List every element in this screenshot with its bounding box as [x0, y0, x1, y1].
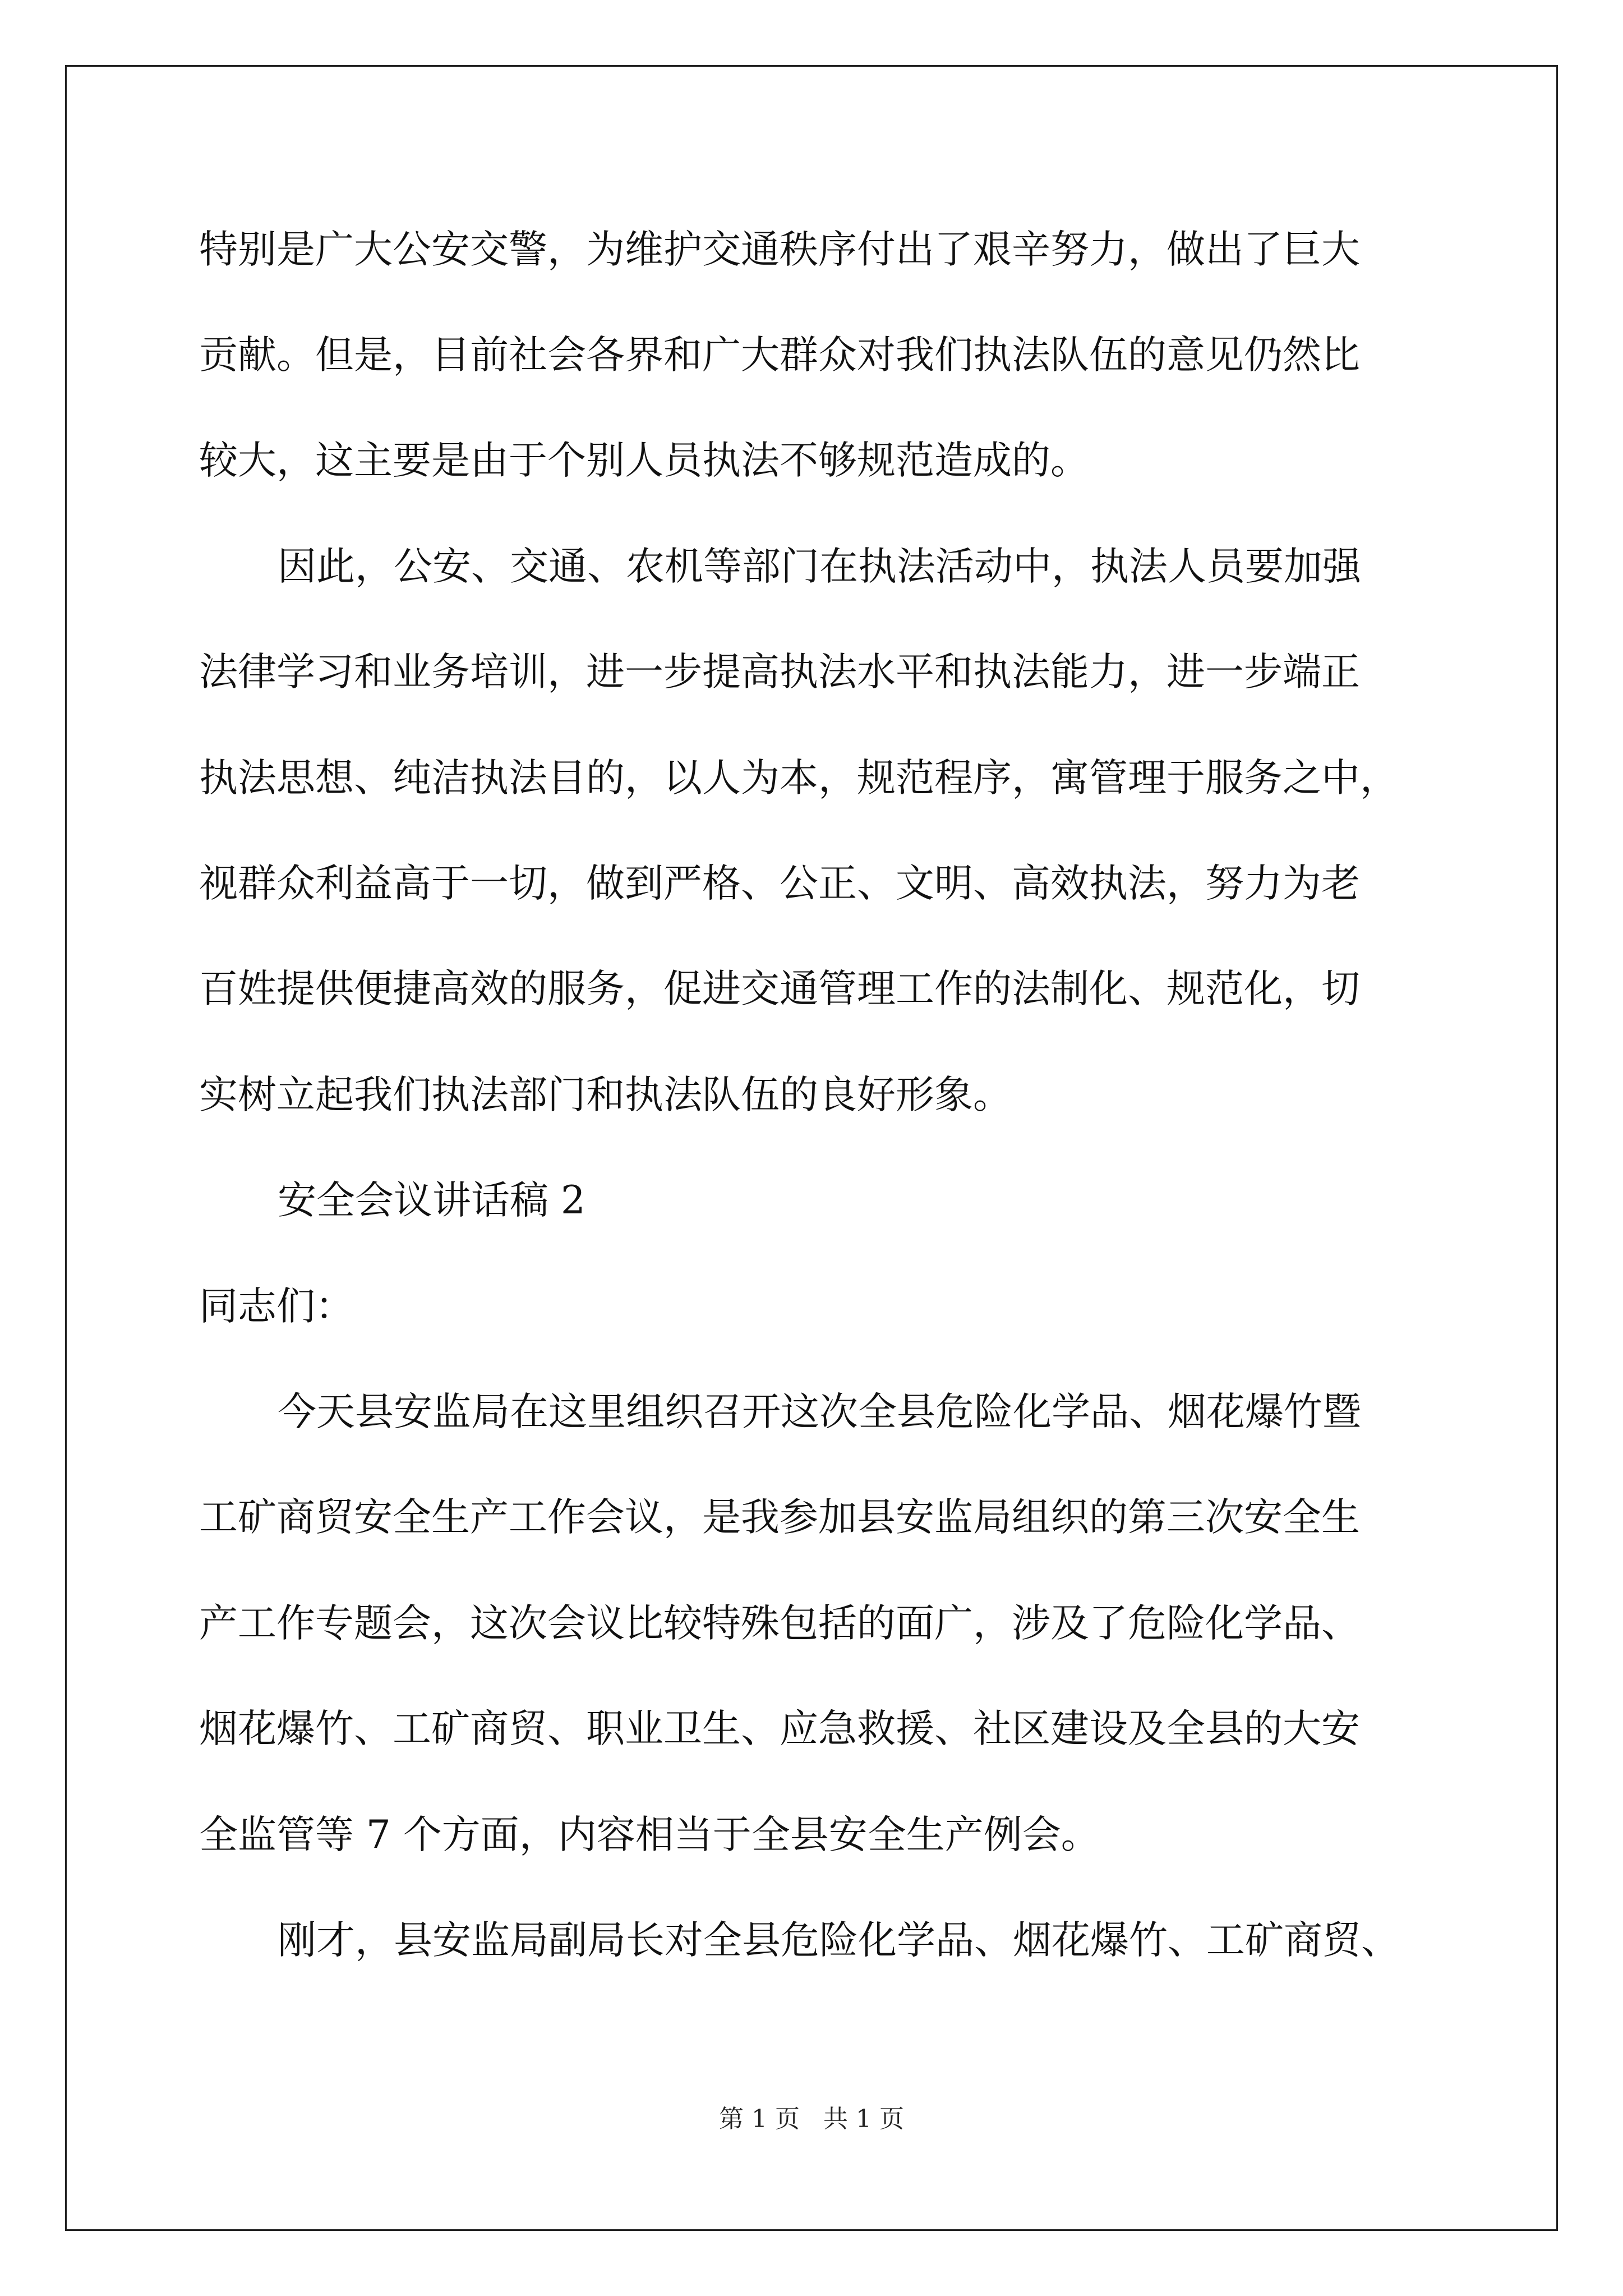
paragraph-line: 今天县安监局在这里组织召开这次全县危险化学品、烟花爆竹暨	[278, 1389, 1361, 1434]
paragraph-line: 刚才，县安监局副局长对全县危险化学品、烟花爆竹、工矿商贸、	[278, 1918, 1400, 1963]
paragraph-line: 贡献。但是，目前社会各界和广大群众对我们执法队伍的意见仍然比	[199, 333, 1360, 378]
paragraph-line: 较大，这主要是由于个别人员执法不够规范造成的。	[199, 438, 1089, 483]
page-number-footer: 第 1 页 共 1 页	[719, 2105, 904, 2133]
paragraph-line: 法律学习和业务培训，进一步提高执法水平和执法能力，进一步端正	[199, 650, 1360, 694]
paragraph-line: 全监管等 7 个方面，内容相当于全县安全生产例会。	[199, 1812, 1100, 1857]
paragraph-line: 执法思想、纯洁执法目的，以人为本，规范程序，寓管理于服务之中，	[199, 756, 1399, 800]
page-border	[65, 65, 1558, 2231]
paragraph-line: 因此，公安、交通、农机等部门在执法活动中，执法人员要加强	[278, 544, 1361, 589]
paragraph-line: 百姓提供便捷高效的服务，促进交通管理工作的法制化、规范化，切	[199, 967, 1360, 1011]
paragraph-line: 实树立起我们执法部门和执法队伍的良好形象。	[199, 1073, 1012, 1117]
paragraph-line: 工矿商贸安全生产工作会议，是我参加县安监局组织的第三次安全生	[199, 1495, 1360, 1540]
paragraph-line: 特别是广大公安交警，为维护交通秩序付出了艰辛努力，做出了巨大	[199, 227, 1360, 272]
paragraph-line: 烟花爆竹、工矿商贸、职业卫生、应急救援、社区建设及全县的大安	[199, 1706, 1360, 1751]
paragraph-line: 产工作专题会，这次会议比较特殊包括的面广，涉及了危险化学品、	[199, 1601, 1360, 1646]
section-heading: 安全会议讲话稿 2	[278, 1178, 585, 1223]
paragraph-line: 视群众利益高于一切，做到严格、公正、文明、高效执法，努力为老	[199, 861, 1360, 906]
salutation: 同志们：	[199, 1284, 354, 1329]
